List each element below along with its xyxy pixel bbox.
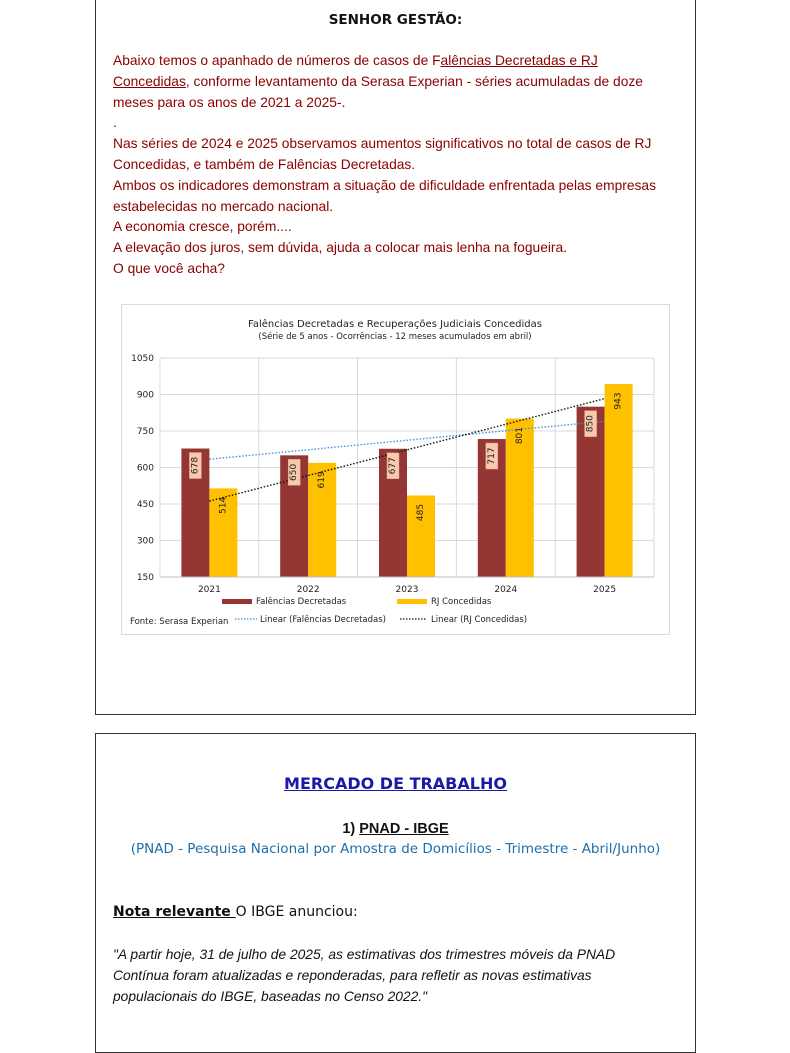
legend-swatch-falencias xyxy=(222,599,252,604)
ibge-quote: "A partir hoje, 31 de julho de 2025, as estimativas dos trimestres móveis da PNAD Contínua foram atualizadas e reponderadas, para refletir as novas estimativas populacionais do IBGE, baseadas no Censo 2022." xyxy=(113,947,616,1004)
x-tick-label: 2022 xyxy=(296,585,320,595)
legend-lin-fal: Linear (Falências Decretadas) xyxy=(260,615,386,625)
chart-frame xyxy=(121,304,670,635)
legend-falencias: Falências Decretadas xyxy=(256,597,347,607)
value-label-falencias: 850 xyxy=(585,415,596,433)
y-tick-label: 600 xyxy=(136,463,154,474)
body-line-4: A elevação dos juros, sem dúvida, ajuda a colocar mais lenha na fogueira. xyxy=(113,240,568,256)
value-label-rj: 619 xyxy=(317,471,328,489)
y-tick-label: 900 xyxy=(136,390,154,401)
falencias-panel xyxy=(95,0,696,715)
x-tick-label: 2025 xyxy=(593,585,617,595)
falencias-rj-chart xyxy=(122,305,669,634)
pnad-label: PNAD - IBGE xyxy=(359,821,449,837)
mercado-trabalho-panel xyxy=(95,733,696,1053)
value-label-rj: 514 xyxy=(218,496,229,515)
chart-legend xyxy=(222,596,527,625)
value-label-falencias: 677 xyxy=(388,457,398,475)
intro-paragraph xyxy=(113,51,673,280)
y-tick-label: 1050 xyxy=(131,354,154,364)
y-tick-label: 300 xyxy=(136,536,154,547)
value-label-falencias: 717 xyxy=(486,447,497,465)
nota-text: O IBGE anunciou: xyxy=(235,904,358,920)
legend-lin-rj: Linear (RJ Concedidas) xyxy=(431,615,528,625)
intro-text-a: Abaixo temos o apanhado de números de casos de F xyxy=(113,53,441,68)
chart-title: Falências Decretadas e Recuperações Judiciais Concedidas xyxy=(248,319,542,330)
value-label-rj: 801 xyxy=(514,426,525,445)
value-label-falencias: 678 xyxy=(190,456,201,475)
pnad-number: 1) xyxy=(342,821,360,837)
pnad-subtitle: (PNAD - Pesquisa Nacional por Amostra de Domicílios - Trimestre - Abril/Junho) xyxy=(130,841,661,857)
dot-line: . xyxy=(113,115,117,131)
section-title-link[interactable]: MERCADO DE TRABALHO xyxy=(284,774,507,793)
body-line-2: Ambos os indicadores demonstram a situação de dificuldade enfrentada pelas empresas estabelecidas no mercado nacional. xyxy=(113,177,656,214)
y-tick-label: 450 xyxy=(136,500,154,510)
nota-relevante xyxy=(113,904,358,920)
nota-label: Nota relevante xyxy=(113,904,236,920)
pnad-heading xyxy=(96,821,695,837)
panel-heading: SENHOR GESTÃO: xyxy=(328,12,463,28)
legend-rj: RJ Concedidas xyxy=(431,597,492,607)
x-tick-label: 2024 xyxy=(494,585,518,595)
value-label-rj: 485 xyxy=(416,503,426,522)
value-label-falencias: 650 xyxy=(289,463,300,481)
body-line-1: Nas séries de 2024 e 2025 observamos aumentos significativos no total de casos de RJ Concedidas, e também de Falências Decretadas. xyxy=(113,136,652,172)
body-line-5: O que você acha? xyxy=(113,260,225,276)
chart-subtitle: (Série de 5 anos - Ocorrências - 12 meses acumulados em abril) xyxy=(258,332,532,342)
chart-bars xyxy=(181,384,632,577)
x-tick-label: 2021 xyxy=(197,585,221,595)
value-label-rj: 943 xyxy=(613,392,624,410)
chart-source: Fonte: Serasa Experian xyxy=(130,617,229,627)
body-line-3: A economia cresce, porém.... xyxy=(113,219,292,235)
x-tick-label: 2023 xyxy=(395,585,419,595)
y-tick-label: 750 xyxy=(136,427,154,437)
y-tick-label: 150 xyxy=(136,573,154,583)
intro-text-b: , conforme levantamento da Serasa Experian - séries acumuladas de doze meses para os anos de 2021 a 2025-. xyxy=(113,73,643,110)
intro-link[interactable]: alências Decretadas e RJ Concedidas xyxy=(113,53,598,89)
legend-swatch-rj xyxy=(397,599,427,604)
bar-rj xyxy=(605,384,633,577)
